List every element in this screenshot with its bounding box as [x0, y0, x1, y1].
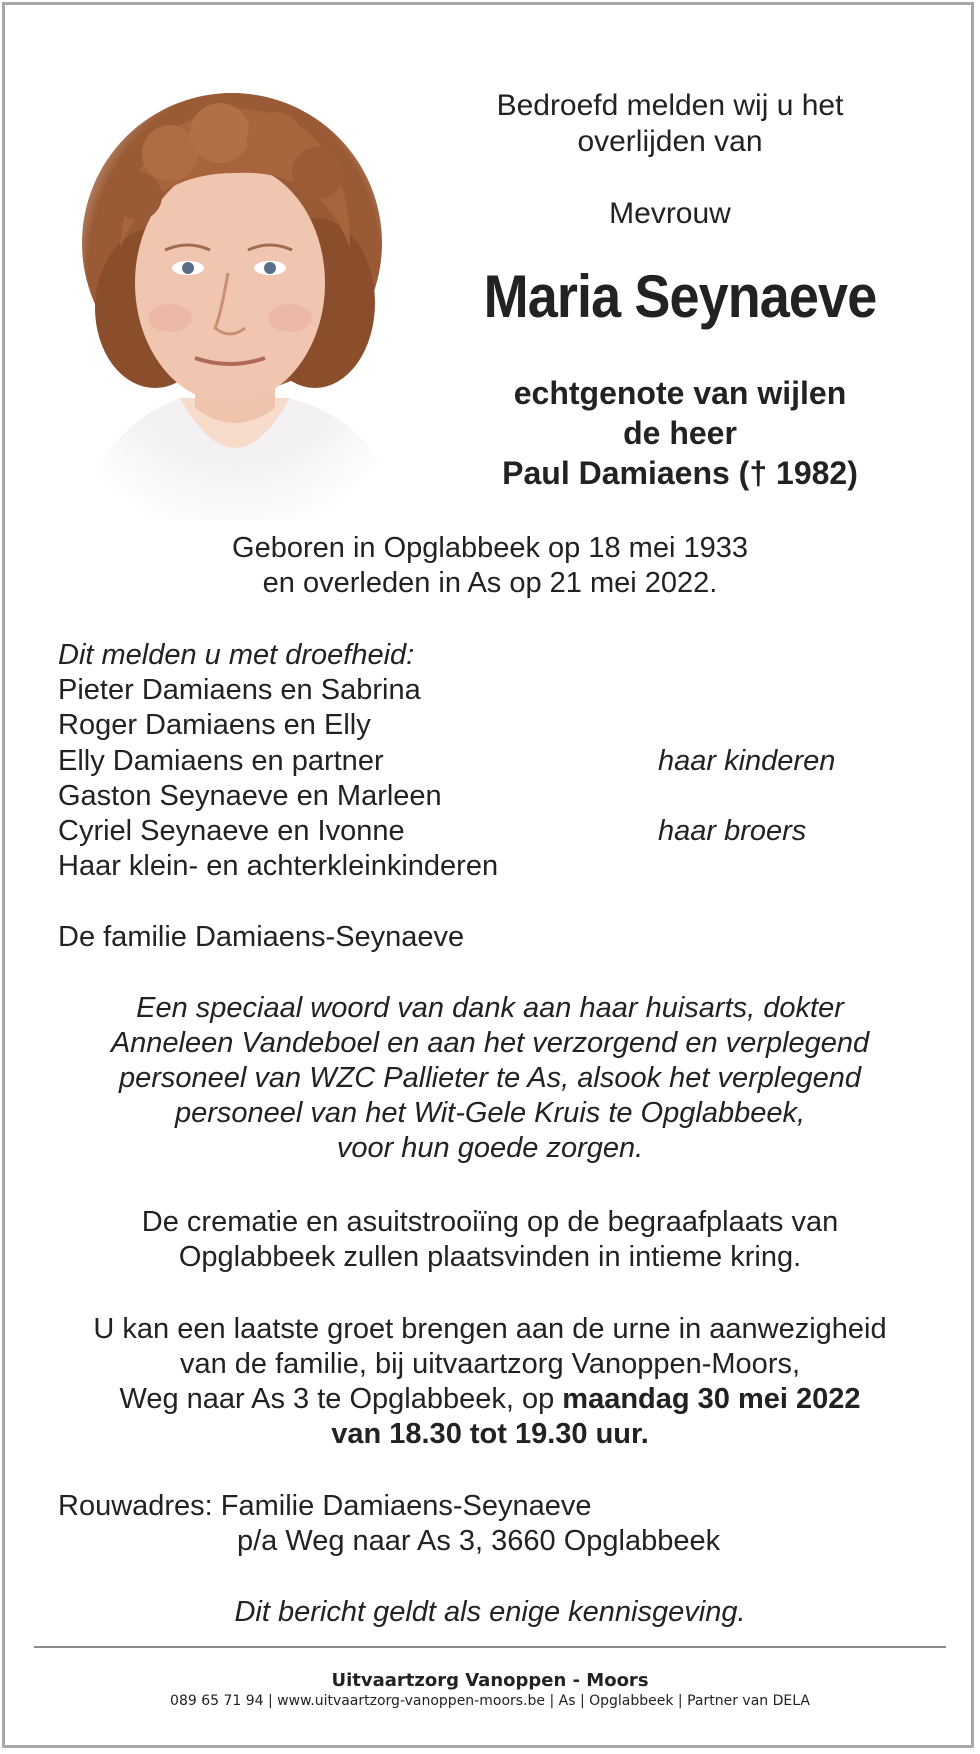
visit-line-3	[20, 1382, 960, 1417]
thanks-line: personeel van WZC Pallieter te As, alsook het verplegend	[118, 1062, 862, 1094]
mourner-name: Haar klein- en achterkleinkinderen	[58, 850, 499, 882]
mourner-name: Pieter Damiaens en Sabrina	[58, 674, 421, 706]
mourner-name: Elly Damiaens en partner	[58, 745, 384, 777]
visit-date: maandag 30 mei 2022	[562, 1383, 861, 1415]
visit-line-1: U kan een laatste groet brengen aan de urne in aanwezigheid	[93, 1313, 887, 1345]
funeral-home-contact: 089 65 71 94 | www.uitvaartzorg-vanoppen-moors.be | As | Opglabbeek | Partner van DELA	[170, 1693, 810, 1709]
deceased-name: Maria Seynaeve	[483, 263, 877, 330]
relation-children: haar kinderen	[658, 745, 836, 777]
visit-line-2: van de familie, bij uitvaartzorg Vanoppen-Moors,	[179, 1348, 801, 1380]
thanks-line: Anneleen Vandeboel en aan het verzorgend en verplegend	[110, 1027, 870, 1059]
cremation-line-1: De crematie en asuitstrooiïng op de begraafplaats van	[141, 1206, 839, 1238]
spouse-line-2: de heer	[623, 415, 737, 451]
relation-brothers: haar broers	[658, 815, 807, 847]
spouse-line-1: echtgenote van wijlen	[513, 375, 847, 411]
funeral-home-name: Uitvaartzorg Vanoppen - Moors	[331, 1670, 649, 1691]
intro-line-2: overlijden van	[577, 125, 763, 158]
thanks-line: personeel van het Wit-Gele Kruis te Opglabbeek,	[174, 1097, 806, 1129]
family-name: De familie Damiaens-Seynaeve	[58, 921, 465, 953]
address-line-2: p/a Weg naar As 3, 3660 Opglabbeek	[237, 1525, 721, 1557]
intro-line-1: Bedroefd melden wij u het	[496, 89, 844, 122]
visit-time: van 18.30 tot 19.30 uur.	[331, 1418, 649, 1450]
thanks-line: Een speciaal woord van dank aan haar huisarts, dokter	[136, 992, 844, 1024]
spouse-line-3: Paul Damiaens († 1982)	[502, 455, 858, 491]
birth-line-2: en overleden in As op 21 mei 2022.	[262, 567, 718, 599]
footer-divider	[34, 1646, 946, 1648]
visit-address: Weg naar As 3 te Opglabbeek, op	[119, 1383, 563, 1415]
deceased-title: Mevrouw	[609, 197, 731, 230]
birth-line-1: Geboren in Opglabbeek op 18 mei 1933	[232, 532, 748, 564]
mourners-heading: Dit melden u met droefheid:	[58, 639, 415, 671]
mourner-name: Roger Damiaens en Elly	[58, 709, 371, 741]
portrait-photo	[60, 78, 410, 520]
cremation-line-2: Opglabbeek zullen plaatsvinden in intieme kring.	[178, 1241, 802, 1273]
notice-line: Dit bericht geldt als enige kennisgeving.	[234, 1596, 746, 1628]
mourner-name: Cyriel Seynaeve en Ivonne	[58, 815, 405, 847]
mourner-name: Gaston Seynaeve en Marleen	[58, 780, 442, 812]
address-line-1: Rouwadres: Familie Damiaens-Seynaeve	[58, 1490, 592, 1522]
thanks-line: voor hun goede zorgen.	[336, 1132, 644, 1164]
